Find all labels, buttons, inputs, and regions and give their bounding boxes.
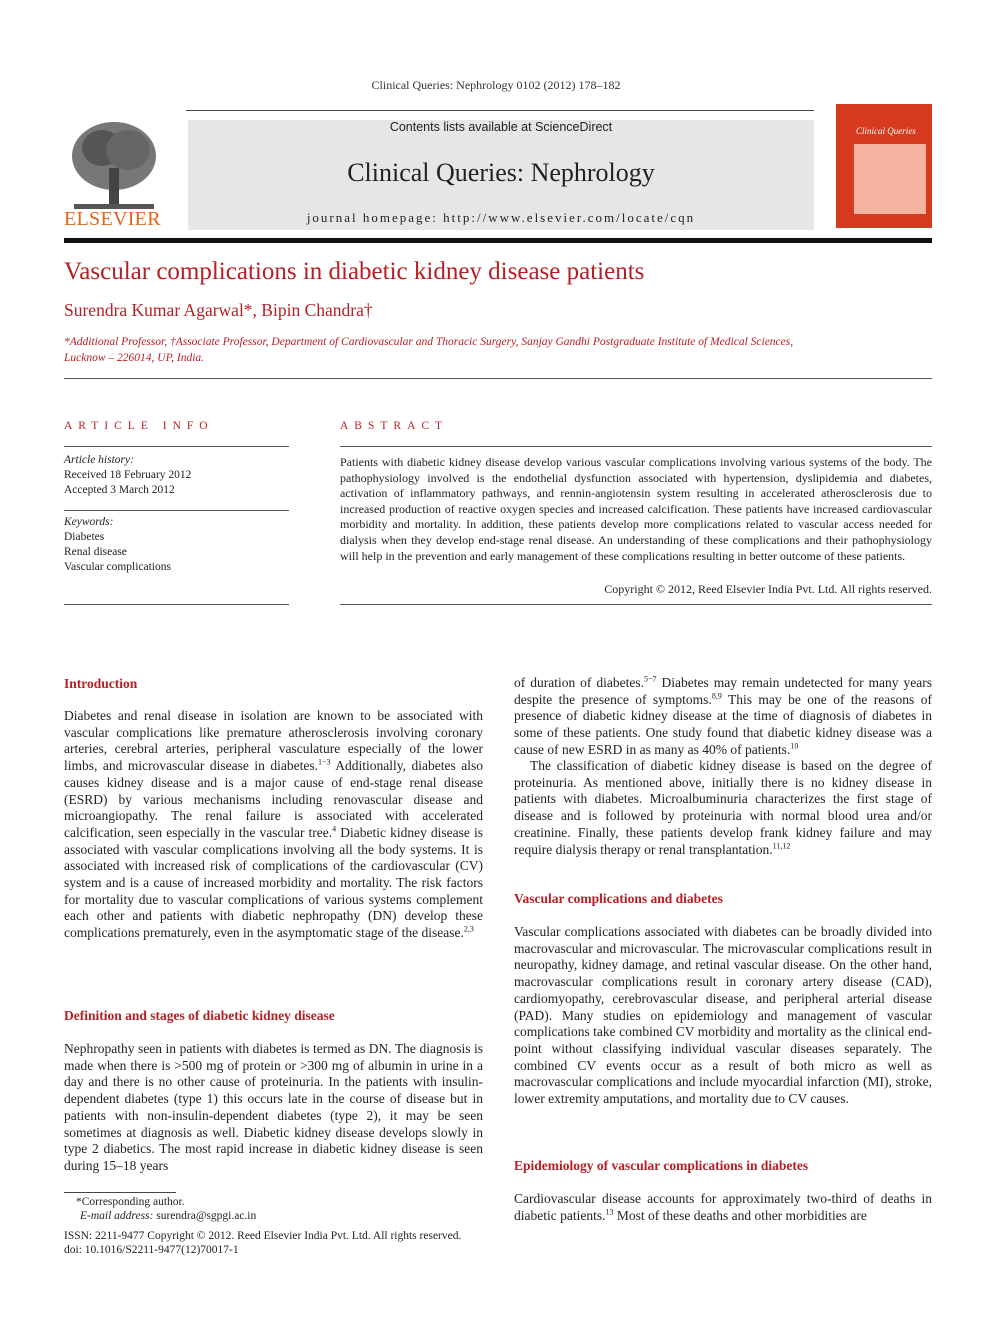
doi-line: doi: 10.1016/S2211-9477(12)70017-1	[64, 1244, 239, 1256]
footnote-rule	[64, 1192, 176, 1193]
section-heading-epidemiology: Epidemiology of vascular complications in diabetes	[514, 1158, 809, 1173]
journal-cover-image	[836, 104, 932, 228]
contents-available: Contents lists available at ScienceDirect	[389, 120, 613, 134]
abstract-rule-top	[340, 446, 932, 447]
article-title: Vascular complications in diabetic kidney disease patients	[64, 258, 645, 285]
header-rule	[186, 110, 814, 111]
elsevier-wordmark: ELSEVIER	[64, 208, 161, 230]
keyword: Diabetes	[64, 531, 105, 543]
article-authors: Surendra Kumar Agarwal*, Bipin Chandra†	[64, 300, 373, 320]
issn-line: ISSN: 2211-9477 Copyright © 2012. Reed Elsevier India Pvt. Ltd. All rights reserved.	[64, 1230, 462, 1242]
journal-title: Clinical Queries: Nephrology	[347, 158, 655, 187]
article-info-heading: ARTICLE INFO	[64, 420, 214, 432]
accepted-date: Accepted 3 March 2012	[64, 484, 175, 496]
article-info-rule-mid	[64, 510, 289, 511]
article-history	[64, 453, 289, 498]
body-paragraph: The classification of diabetic kidney disease is based on the degree of proteinuria. As mentioned above, initially there is no kidney disease in patients with diabetes. Microalbuminuria characterizes the first stage of disease and is followed by proteinuria with normal blood urea and/or creatinine. Finally, these patients develop frank kidney failure and may require dialysis therapy or renal transplantation.$^{11,12}$	[514, 758, 932, 857]
keyword: Vascular complications	[64, 561, 171, 573]
article-info-rule-bottom	[64, 604, 289, 605]
journal-homepage: journal homepage: http://www.elsevier.com/locate/cqn	[306, 210, 696, 225]
journal-citation: Clinical Queries: Nephrology 0102 (2012) 178–182	[371, 78, 621, 92]
section-heading-vascular: Vascular complications and diabetes	[514, 891, 723, 906]
abstract-heading: ABSTRACT	[340, 420, 449, 432]
abstract-rule-bottom	[340, 604, 932, 605]
article-info-rule-top	[64, 446, 289, 447]
epidemiology-paragraph: Cardiovascular disease accounts for approximately two-third of deaths in diabetic patients.$^{13}$ Most of these deaths and other morbidities are	[514, 1191, 932, 1223]
keyword: Renal disease	[64, 546, 127, 558]
author-affiliation	[64, 334, 864, 366]
affiliation-rule	[64, 378, 932, 379]
body-paragraph: of duration of diabetes.$^{5-7}$ Diabetes may remain undetected for many years despite the presence of symptoms.$^{8,9}$ This may be one of the reasons of presence of diabetic kidney disease at the time of diagnosis of diabetes in some of these patients. One study found that diabetic kidney disease was a cause of new ESRD in as many as 40% of patients.$^{10}$	[514, 674, 932, 757]
cover-title: Clinical Queries	[856, 126, 916, 136]
history-label: Article history:	[64, 454, 134, 466]
affiliation-line-2: Lucknow – 226014, UP, India.	[64, 352, 205, 364]
section-heading-introduction: Introduction	[64, 676, 138, 691]
keywords-label: Keywords:	[64, 516, 114, 528]
vascular-paragraph: Vascular complications associated with diabetes can be broadly divided into macrovascular and microvascular. The microvascular complications result in neuropathy, kidney damage, and retinal vascular disease. On the other hand, macrovascular complications result in coronary artery disease (CAD), cardiomyopathy, cerebrovascular disease, and peripheral arterial disease (PAD). Many studies on epidemiology and management of vascular complications take combined CV morbidity and mortality as the clinical end-point without classifying individual vascular diseases separately. The combined CV events occur as a result of both micro as well as macrovascular complications and include myocardial infarction (MI), stroke, lower extremity amputations, and mortality due to CV causes.	[514, 924, 932, 1107]
corresponding-author-note: *Corresponding author.	[76, 1196, 185, 1208]
email-note: E-mail address: surendra@sgpgi.ac.in	[80, 1210, 257, 1222]
received-date: Received 18 February 2012	[64, 469, 192, 481]
abstract-copyright: Copyright © 2012, Reed Elsevier India Pvt. Ltd. All rights reserved.	[604, 582, 932, 596]
section-heading-definition: Definition and stages of diabetic kidney disease	[64, 1008, 335, 1023]
header-thick-rule	[64, 238, 932, 243]
elsevier-tree-logo	[64, 118, 164, 213]
abstract-text: Patients with diabetic kidney disease develop various vascular complications involving various systems of the body. The pathophysiology involved is the endothelial dysfunction associated with hypertension, dyslipidemia and diabetes, activation of inflammatory pathways, and rennin-angiotensin system resulting in accelerated atherosclerosis due to increased production of reactive oxygen species and increased calcification. These patients have increased cardiovascular morbidity and mortality. In addition, these patients develop more complications related to vascular access needed for dialysis when they develop end-stage renal disease. An understanding of these complications and their pathophysiology will help in the prevention and early management of these complications resulting in better outcome of these patients.	[340, 455, 932, 563]
introduction-paragraph: Diabetes and renal disease in isolation are known to be associated with vascular complications like premature atherosclerosis involving coronary arteries, cerebral arteries, peripheral vasculature especially of the lower limbs, and microvascular disease in diabetes.$^{1-3}$ Additionally, diabetes also causes kidney disease and is a major cause of end-stage renal disease (ESRD) by various mechanisms including renovascular disease and microangiopathy. The renal failure is associated with accelerated calcification, seen especially in the vascular tree.$^4$ Diabetic kidney disease is associated with vascular complications involving all the body systems. It is associated with increased risk of complications of the cardiovascular (CV) system and is a cause of increased morbidity and mortality. The risk factors for mortality due to vascular complications of various systems complement each other and patients with diabetic nephropathy (DN) develop these complications prematurely, even in the asymptomatic stage of the disease.$^{2,3}$	[64, 708, 483, 941]
affiliation-line-1: *Additional Professor, †Associate Professor, Department of Cardiovascular and Thoracic Surgery, Sanjay Gandhi Postgraduate Institute of Medical Sciences,	[64, 336, 794, 348]
keywords-block	[64, 515, 289, 575]
definition-paragraph: Nephropathy seen in patients with diabetes is termed as DN. The diagnosis is made when there is >500 mg of protein or >300 mg of albumin in urine in a day and there is no other cause of proteinuria. In the patients with insulin-dependent diabetes (type 1) this occurs late in the course of disease but in patients with non-insulin-dependent diabetes (type 2), it may be seen sometimes at diagnosis as well. Diabetic kidney disease develops slowly in type 2 diabetics. The most rapid increase in diabetic kidney disease is seen during 15–18 years	[64, 1041, 483, 1173]
